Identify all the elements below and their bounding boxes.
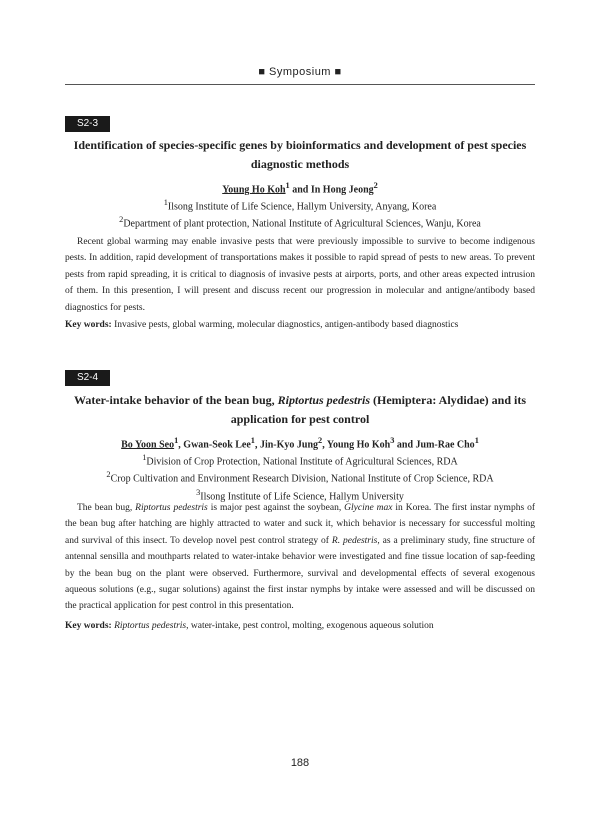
- abstract-body: The bean bug, Riptortus pedestris is major pest against the soybean, Glycine max in Korea. The first instar nymphs of the bean bug after hatching are highly attracted to water and suck it, which behavior is necessary for successful molting and survival of this insect. To develop novel pest control strategy of R. pedestris, as a preliminary study, fine structure of antennal sensilla and mouthparts related to water-intake behavior were investigated and fine tissue location of sap-feeding by the bean bug on the plant were observed. Furthermore, survival and developmental effects of several exogenous aqueous solutions (e.g., sugar solutions) against the first instar nymphs by intake were assessed and will be discussed on the practical application for pest control in this presentation.: [65, 503, 536, 612]
- running-header: ■ Symposium ■: [258, 66, 342, 78]
- author: Jin-Kyo Jung: [259, 439, 319, 451]
- affiliation: $^1$Division of Crop Protection, National Institute of Agricultural Sciences, RDA: [142, 453, 458, 468]
- author: Young Ho Koh: [326, 439, 391, 451]
- author-line: Bo Yoon Seo$^1$, Gwan-Seok Lee$^1$, Jin-Kyo Jung$^2$, Young Ho Koh$^3$ and Jum-Rae Cho$^1$: [121, 436, 479, 451]
- affiliations: [65, 451, 535, 503]
- header-rule: [65, 84, 535, 85]
- affiliation: $^3$Ilsong Institute of Life Science, Hallym University: [196, 487, 404, 502]
- page-number: 188: [290, 757, 310, 769]
- author: Jum-Rae Cho: [415, 439, 475, 451]
- abstract-body: Recent global warming may enable invasive pests that were previously impossible to survive to become indigenous pests. In addition, rapid development of transportations makes it possible to rapid spread of pests to new areas. To prevent pests from rapid spreading, it is critical to diagnosis of invasive pests at airports, ports, and other areas expected intrusion of them. In this presention, I will present and discuss recent our progression in molecular and antigne/antibody based diagnostics for pests.: [65, 237, 535, 313]
- affiliations: [65, 196, 535, 231]
- affiliation: $^2$Department of plant protection, National Institute of Agricultural Sciences, Wanju, Korea: [119, 215, 481, 230]
- abstract-code-badge: S2-3: [65, 116, 110, 132]
- author: Gwan-Seok Lee: [183, 439, 251, 451]
- abstract-title: Water-intake behavior of the bean bug, Riptortus pedestris (Hemiptera: Alydidae) and its application for pest control: [73, 393, 527, 426]
- affiliation: $^1$Ilsong Institute of Life Science, Hallym University, Anyang, Korea: [163, 198, 437, 213]
- keywords: Key words: Riptortus pedestris, water-intake, pest control, molting, exogenous aqueous solution: [65, 621, 434, 631]
- presenting-author: Bo Yoon Seo: [121, 439, 175, 451]
- abstract-code-badge: S2-4: [65, 370, 110, 386]
- keywords-label: Key words:: [65, 621, 112, 631]
- presenting-author: Young Ho Koh: [222, 184, 286, 196]
- author: In Hong Jeong: [310, 184, 374, 196]
- affiliation: $^2$Crop Cultivation and Environment Research Division, National Institute of Crop Science, RDA: [106, 470, 494, 485]
- keywords-label: Key words:: [65, 320, 112, 330]
- abstract-title: Identification of species-specific genes by bioinformatics and development of pest species diagnostic methods: [73, 138, 527, 171]
- author-line: Young Ho Koh$^1$ and In Hong Jeong$^2$: [222, 181, 378, 196]
- keywords: Key words: Invasive pests, global warming, molecular diagnostics, antigen-antibody based diagnostics: [65, 320, 459, 330]
